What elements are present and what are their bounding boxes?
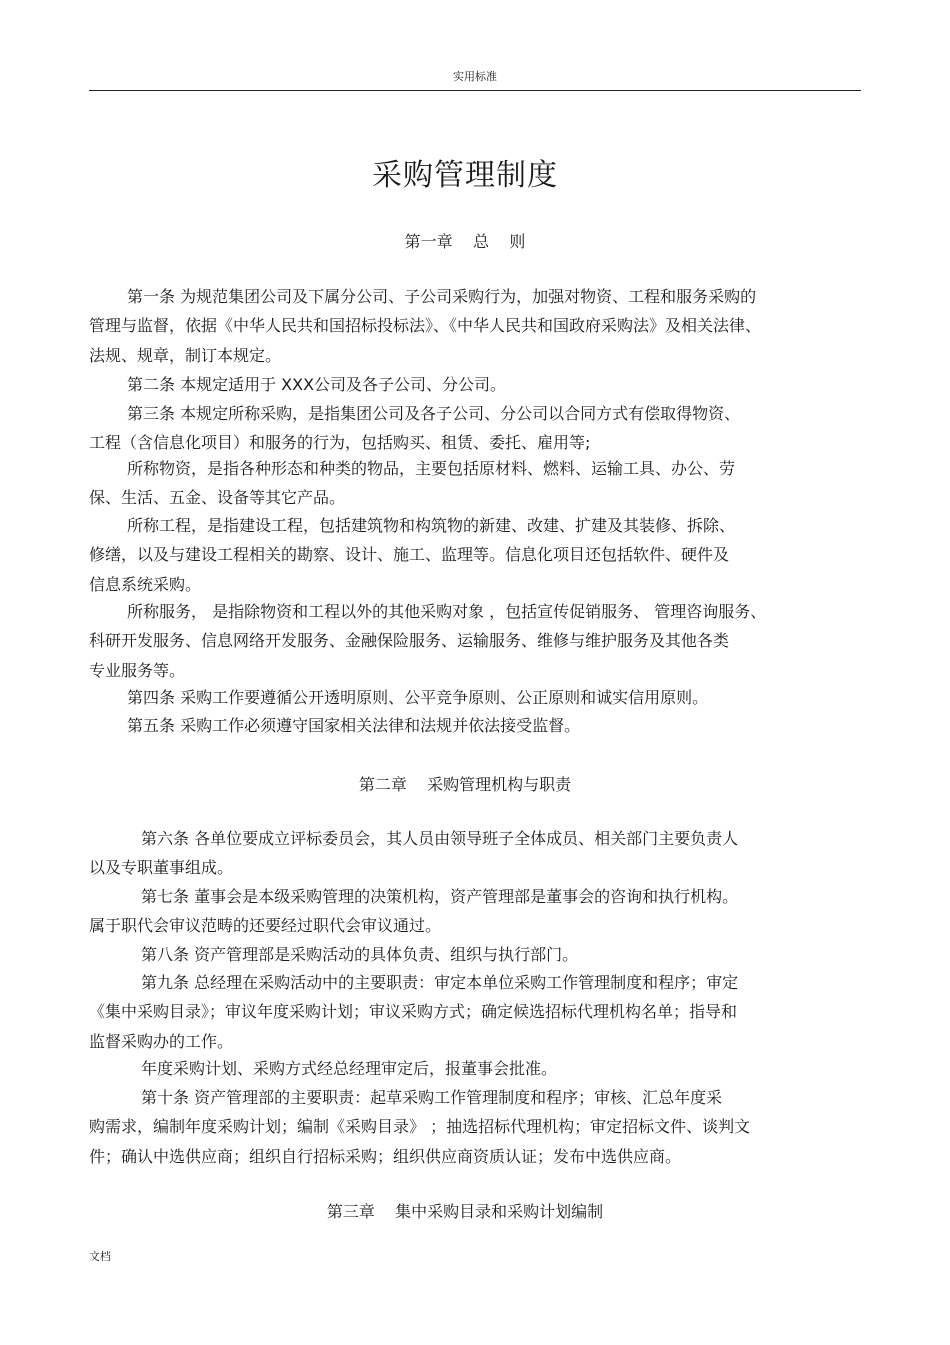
definition-engineering: [89, 511, 869, 599]
article-5: [89, 711, 869, 740]
article-3: [89, 399, 869, 458]
chapter-3-heading: 第三章 集中采购目录和采购计划编制: [326, 1202, 604, 1221]
text-line: 第四条 采购工作要遵循公开透明原则、公平竞争原则、公正原则和诚实信用原则。: [127, 688, 709, 707]
header-rule: [89, 90, 861, 91]
article-1: [89, 282, 869, 370]
text-line: 所称工程，是指建设工程，包括建筑物和构筑物的新建、改建、扩建及其装修、拆除、: [127, 516, 736, 535]
page-header: 实用标准: [453, 70, 497, 83]
text-line: 信息系统采购。: [89, 574, 202, 594]
article-7: [89, 882, 869, 941]
article-6: [89, 824, 869, 883]
text-line: 法规、规章，制订本规定。: [89, 345, 282, 365]
text-line: 第六条 各单位要成立评标委员会，其人员由领导班子全体成员、相关部门主要负责人: [141, 829, 739, 848]
text-line: 第一条 为规范集团公司及下属分公司、子公司采购行为，加强对物资、工程和服务采购的: [127, 287, 757, 306]
text-line: 属于职代会审议范畴的还要经过职代会审议通过。: [89, 916, 442, 936]
text-line: 监督采购办的工作。: [89, 1031, 234, 1051]
text-line: 所称物资，是指各种形态和种类的物品，主要包括原材料、燃料、运输工具、办公、劳: [127, 459, 736, 478]
chapter-2-heading: 第二章 采购管理机构与职责: [358, 775, 572, 794]
article-9: [89, 968, 869, 1056]
document-title: 采购管理制度: [372, 158, 558, 193]
text-line: 第五条 采购工作必须遵守国家相关法律和法规并依法接受监督。: [127, 716, 581, 735]
text-line: 所称服务， 是指除物资和工程以外的其他采购对象 ，包括宣传促销服务、 管理咨询服务、: [127, 602, 767, 621]
article-8: [89, 940, 869, 969]
text-line: 第二条 本规定适用于 XXX公司及各子公司、分公司。: [127, 375, 507, 394]
article-10: [89, 1083, 869, 1171]
text-line: 购需求，编制年度采购计划；编制《采购目录》 ；抽选招标代理机构；审定招标文件、谈判文: [89, 1117, 751, 1137]
chapter-1-heading: 第一章 总 则: [404, 232, 526, 251]
text-line: 第十条 资产管理部的主要职责：起草采购工作管理制度和程序；审核、汇总年度采: [141, 1088, 723, 1107]
text-line: 科研开发服务、信息网络开发服务、金融保险服务、运输服务、维修与维护服务及其他各类: [89, 631, 730, 651]
text-line: 专业服务等。: [89, 660, 186, 680]
text-line: 保、生活、五金、设备等其它产品。: [89, 488, 346, 508]
text-line: 以及专职董事组成。: [89, 858, 234, 878]
text-line: 第七条 董事会是本级采购管理的决策机构，资产管理部是董事会的咨询和执行机构。: [141, 887, 739, 906]
text-line: 第三条 本规定所称采购，是指集团公司及各子公司、分公司以合同方式有偿取得物资、: [127, 404, 741, 423]
text-line: 第九条 总经理在采购活动中的主要职责：审定本单位采购工作管理制度和程序；审定: [141, 973, 739, 992]
text-line: 修缮，以及与建设工程相关的勘察、设计、施工、监理等。信息化项目还包括软件、硬件及: [89, 545, 730, 565]
article-4: [89, 683, 869, 712]
text-line: 工程（含信息化项目）和服务的行为，包括购买、租赁、委托、雇用等;: [89, 433, 591, 453]
annual-plan-approval: [89, 1054, 869, 1083]
text-line: 年度采购计划、采购方式经总经理审定后，报董事会批准。: [141, 1059, 558, 1078]
page-footer: 文档: [89, 1250, 111, 1263]
text-line: 第八条 资产管理部是采购活动的具体负责、组织与执行部门。: [141, 945, 579, 964]
definition-services: [89, 597, 869, 685]
article-2: [89, 370, 869, 399]
text-line: 件；确认中选供应商；组织自行招标采购；组织供应商资质认证；发布中选供应商。: [89, 1146, 682, 1166]
definition-materials: [89, 454, 869, 513]
text-line: 《集中采购目录》；审议年度采购计划；审议采购方式；确定候选招标代理机构名单；指导和: [89, 1002, 738, 1022]
text-line: 管理与监督，依据《中华人民共和国招标投标法》、《中华人民共和国政府采购法》及相关法律、: [89, 316, 762, 336]
